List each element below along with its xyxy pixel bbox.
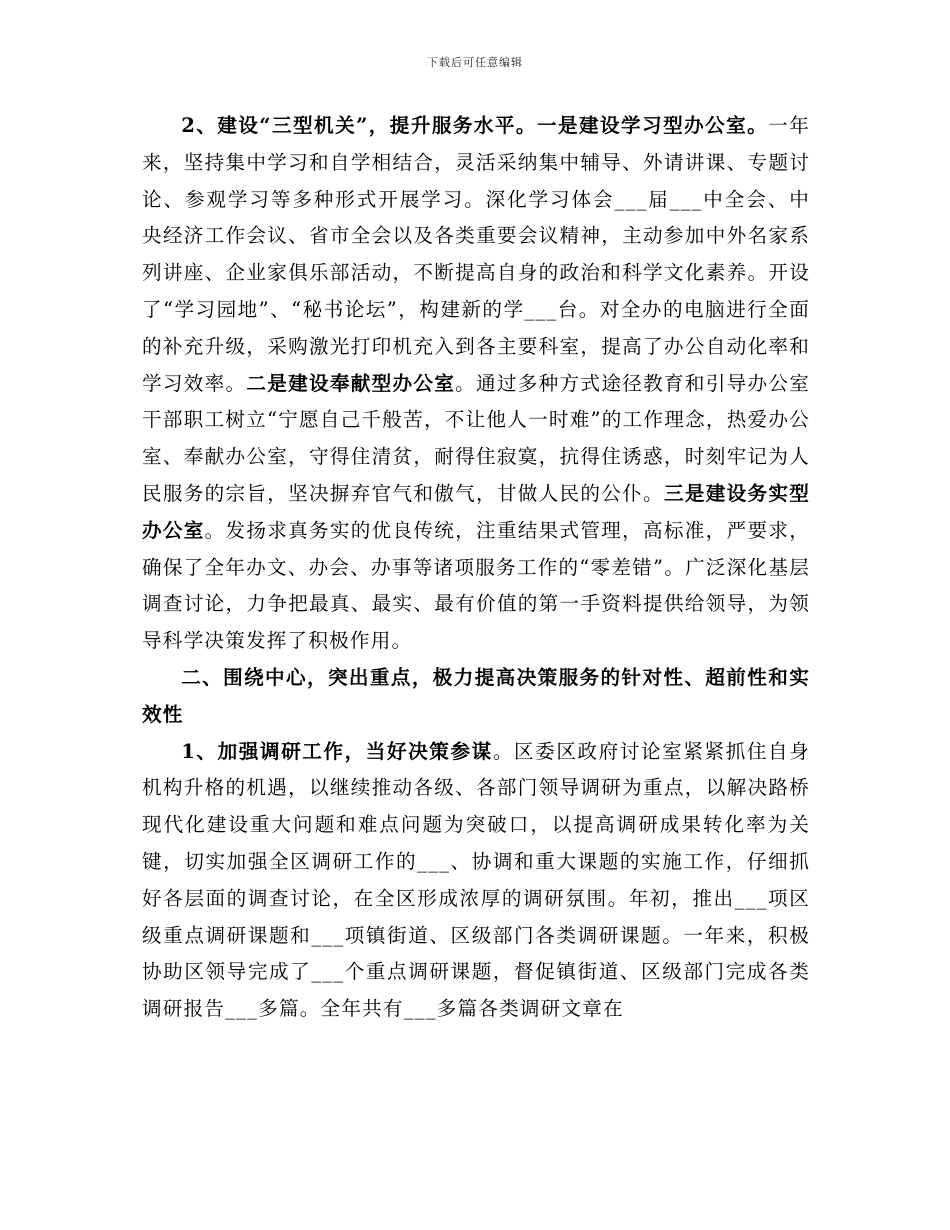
- document-body: [142, 108, 810, 1028]
- paragraph-research-work: [142, 734, 810, 1028]
- paragraph-text: 一年来，坚持集中学习和自学相结合，灵活采纳集中辅导、外请讲课、专题讨论、参观学习等多种形式开展学习。深化学习体会___届___中全会、中央经济工作会议、省市全会以及各类重要会议精神，主动参加中外名家系列讲座、企业家俱乐部活动，不断提高自身的政治和科学文化素养。开设了“学习园地”、“秘书论坛”，构建新的学___台。对全办的电脑进行全面的补充升级，采购激光打印机充入到各主要科室，提高了办公自动化率和学习效率。: [142, 114, 810, 395]
- heading-dedicated-office: 二是建设奉献型办公室: [246, 371, 456, 395]
- paragraph-text: 。区委区政府讨论室紧紧抓住自身机构升格的机遇，以继续推动各级、各部门领导调研为重点，以解决路桥现代化建设重大问题和难点问题为突破口，以提高调研成果转化率为关键，切实加强全区调研工作的___、协调和重大课题的实施工作，仔细抓好各层面的调查讨论，在全区形成浓厚的调研氛围。年初，推出___项区级重点调研课题和___项镇街道、区级部门各类调研课题。一年来，积极协助区领导完成了___个重点调研课题，督促镇街道、区级部门完成各类调研报告___多篇。全年共有___多篇各类调研文章在: [142, 739, 811, 1021]
- heading-three-types-office: 2、建设“三型机关”，提升服务水平。一是建设学习型办公室。: [181, 114, 769, 137]
- heading-research-work: 1、加强调研工作，当好决策参谋: [181, 739, 493, 763]
- paragraph-text: 。通过多种方式途径教育和引导办公室干部职工树立“宁愿自己千般苦，不让他人一时难”的工作理念，热爱办公室、奉献办公室，守得住清贫，耐得住寂寞，抗得住诱惑，时刻牢记为人民服务的宗旨，坚决摒弃官气和傲气，甘做人民的公仆。: [142, 371, 811, 505]
- paragraph-text: 。发扬求真务实的优良传统，注重结果式管理，高标准，严要求，确保了全年办文、办会、办事等诸项服务工作的“零差错”。广泛深化基层调查讨论，力争把最真、最实、最有价值的第一手资料提供给领导，为领导科学决策发挥了积极作用。: [142, 518, 810, 653]
- section-heading-decision-service: 二、围绕中心，突出重点，极力提高决策服务的针对性、超前性和实效性: [142, 665, 810, 726]
- heading-pragmatic-office: 三是建设务实型办公室: [142, 481, 810, 542]
- page-header: 下载后可任意编辑: [427, 56, 523, 69]
- paragraph-three-types-office: [142, 108, 810, 660]
